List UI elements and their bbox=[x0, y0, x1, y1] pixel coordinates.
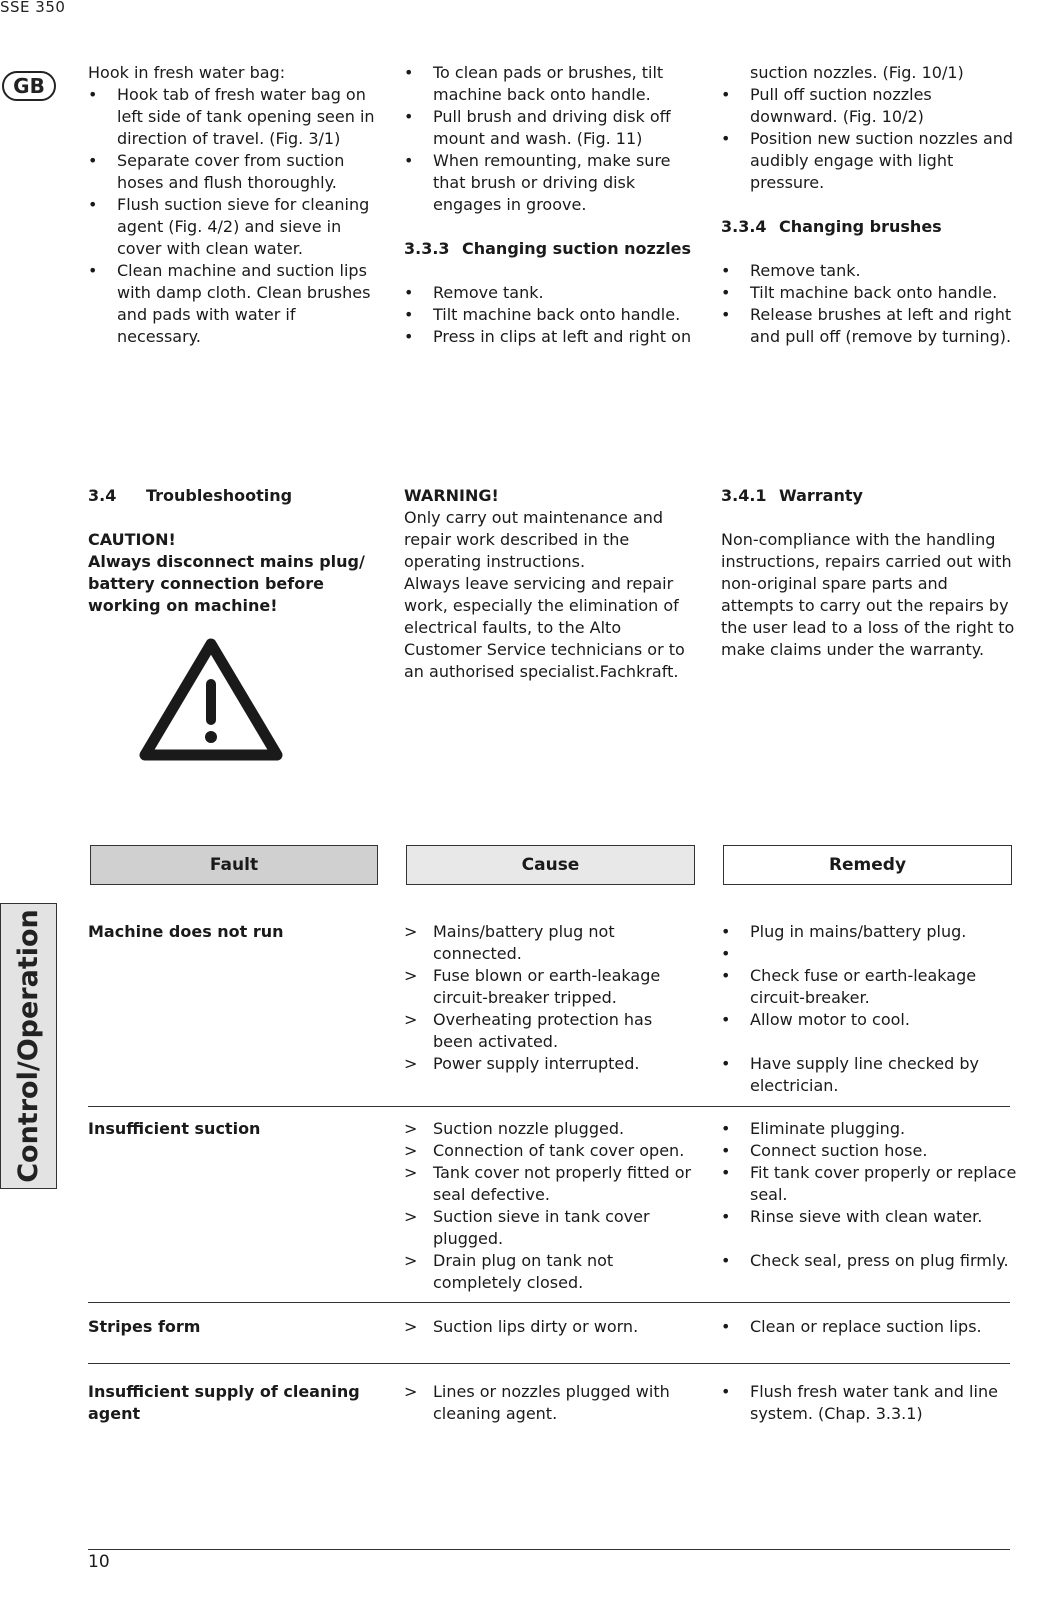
section-number: 3.4.1 bbox=[721, 486, 767, 505]
section-number: 3.4 bbox=[88, 486, 117, 505]
cause-cell bbox=[404, 1316, 694, 1338]
model-name: SSE 350 bbox=[0, 0, 66, 16]
warning-paragraph-1: Only carry out maintenance and repair work described in the operating instructions. bbox=[404, 508, 664, 571]
row-divider bbox=[88, 1106, 1010, 1107]
list-item: • Eliminate plugging. bbox=[721, 1118, 1017, 1140]
list-item: • Flush suction sieve for cleaning agent (Fig. 4/2) and sieve in cover with clean water. bbox=[88, 194, 380, 260]
list-item: > Connection of tank cover open. bbox=[404, 1140, 694, 1162]
warranty-column bbox=[721, 485, 1017, 661]
brush-change-list bbox=[721, 260, 1017, 348]
list-item: > Fuse blown or earth-leakage circuit-breaker tripped. bbox=[404, 965, 694, 1009]
brush-cleaning-list bbox=[404, 62, 694, 216]
list-item: > Suction sieve in tank cover plugged. bbox=[404, 1206, 694, 1250]
list-item: • Check seal, press on plug firmly. bbox=[721, 1250, 1017, 1272]
list-item: • To clean pads or brushes, tilt machine back onto handle. bbox=[404, 62, 694, 106]
section-title: Changing brushes bbox=[779, 217, 942, 236]
top-column-3 bbox=[721, 62, 1017, 348]
continuation-text: suction nozzles. (Fig. 10/1) bbox=[750, 63, 964, 82]
list-item: • Separate cover from suction hoses and flush thoroughly. bbox=[88, 150, 380, 194]
list-item: > Suction nozzle plugged. bbox=[404, 1118, 694, 1140]
page-number: 10 bbox=[88, 1552, 110, 1572]
list-item: • Release brushes at left and right and pull off (remove by turning). bbox=[721, 304, 1017, 348]
list-item: • Clean machine and suction lips with damp cloth. Clean brushes and pads with water if necessary. bbox=[88, 260, 380, 348]
list-item: • Rinse sieve with clean water. bbox=[721, 1206, 1017, 1228]
list-item: • Clean or replace suction lips. bbox=[721, 1316, 1017, 1338]
warning-triangle-icon bbox=[138, 636, 284, 762]
section-heading-3-3-3 bbox=[404, 238, 694, 260]
list-item: • Remove tank. bbox=[721, 260, 1017, 282]
section-number: 3.3.3 bbox=[404, 239, 450, 258]
list-item: > Drain plug on tank not completely closed. bbox=[404, 1250, 694, 1294]
warning-paragraph-2: Always leave servicing and repair work, especially the elimination of electrical faults, to the Alto Customer Service technicians or to an authorised specialist.Fachkraft. bbox=[404, 574, 685, 681]
cause-cell bbox=[404, 921, 694, 1075]
list-item: • Press in clips at left and right on bbox=[404, 326, 694, 348]
fault-cell: Insufficient suction bbox=[88, 1119, 261, 1138]
remedy-cell bbox=[721, 1381, 1017, 1425]
caution-title: CAUTION! bbox=[88, 530, 176, 549]
list-item: > Overheating protection has been activated. bbox=[404, 1009, 694, 1053]
footer-rule bbox=[88, 1549, 1010, 1550]
caution-text: Always disconnect mains plug/ battery connection before working on machine! bbox=[88, 552, 365, 615]
list-item: • Position new suction nozzles and audibly engage with light pressure. bbox=[721, 128, 1017, 194]
section-title: Troubleshooting bbox=[146, 486, 293, 505]
cause-cell bbox=[404, 1118, 694, 1294]
list-item: • Hook tab of fresh water bag on left side of tank opening seen in direction of travel. (Fig. 3/1) bbox=[88, 84, 380, 150]
row-divider bbox=[88, 1363, 1010, 1364]
warranty-paragraph: Non-compliance with the handling instructions, repairs carried out with non-original spare parts and attempts to carry out the repairs by the user lead to a loss of the right to make claims under the warranty. bbox=[721, 530, 1015, 659]
nozzle-change-list-cont bbox=[721, 84, 1017, 194]
list-item: • Tilt machine back onto handle. bbox=[404, 304, 694, 326]
fault-header: Fault bbox=[90, 845, 378, 885]
warning-column bbox=[404, 485, 694, 683]
section-heading-3-3-4 bbox=[721, 216, 1017, 238]
row-divider bbox=[88, 1302, 1010, 1303]
list-item: • Tilt machine back onto handle. bbox=[721, 282, 1017, 304]
language-badge: GB bbox=[2, 71, 56, 101]
troubleshooting-column bbox=[88, 485, 380, 617]
warning-title: WARNING! bbox=[404, 486, 499, 505]
section-heading-3-4 bbox=[88, 485, 380, 507]
list-item: > Tank cover not properly fitted or seal defective. bbox=[404, 1162, 694, 1206]
chapter-side-tab bbox=[0, 903, 57, 1189]
list-item: • Fit tank cover properly or replace seal. bbox=[721, 1162, 1017, 1206]
remedy-cell bbox=[721, 921, 1017, 1097]
nozzle-change-list bbox=[404, 282, 694, 348]
list-item: > Mains/battery plug not connected. bbox=[404, 921, 694, 965]
list-item: • Allow motor to cool. bbox=[721, 1009, 1017, 1031]
list-item: • Connect suction hose. bbox=[721, 1140, 1017, 1162]
section-heading-3-4-1 bbox=[721, 485, 1017, 507]
list-item: • Have supply line checked by electrician. bbox=[721, 1053, 1017, 1097]
remedy-cell bbox=[721, 1118, 1017, 1272]
fault-cell: Insufficient supply of cleaning agent bbox=[88, 1382, 360, 1423]
cause-cell bbox=[404, 1381, 694, 1425]
remedy-cell bbox=[721, 1316, 1017, 1338]
list-item: > Power supply interrupted. bbox=[404, 1053, 694, 1075]
chapter-label: Control/Operation bbox=[12, 909, 44, 1183]
section-title: Warranty bbox=[779, 486, 863, 505]
list-item: • Flush fresh water tank and line system. (Chap. 3.3.1) bbox=[721, 1381, 1017, 1425]
top-column-2 bbox=[404, 62, 694, 348]
fault-cell: Stripes form bbox=[88, 1317, 201, 1336]
list-item: > Lines or nozzles plugged with cleaning agent. bbox=[404, 1381, 694, 1425]
list-item: • Remove tank. bbox=[404, 282, 694, 304]
section-number: 3.3.4 bbox=[721, 217, 767, 236]
fresh-water-intro: Hook in fresh water bag: bbox=[88, 63, 286, 82]
fault-cell: Machine does not run bbox=[88, 922, 284, 941]
list-item: • Pull off suction nozzles downward. (Fig. 10/2) bbox=[721, 84, 1017, 128]
list-item: • When remounting, make sure that brush or driving disk engages in groove. bbox=[404, 150, 694, 216]
fresh-water-list bbox=[88, 84, 380, 348]
list-item: • Check fuse or earth-leakage circuit-breaker. bbox=[721, 965, 1017, 1009]
section-title: Changing suction nozzles bbox=[462, 239, 692, 258]
list-item: • Plug in mains/battery plug. bbox=[721, 921, 1017, 943]
list-item: > Suction lips dirty or worn. bbox=[404, 1316, 694, 1338]
top-column-1 bbox=[88, 62, 380, 348]
list-item: • Pull brush and driving disk off mount and wash. (Fig. 11) bbox=[404, 106, 694, 150]
remedy-header: Remedy bbox=[723, 845, 1012, 885]
cause-header: Cause bbox=[406, 845, 695, 885]
